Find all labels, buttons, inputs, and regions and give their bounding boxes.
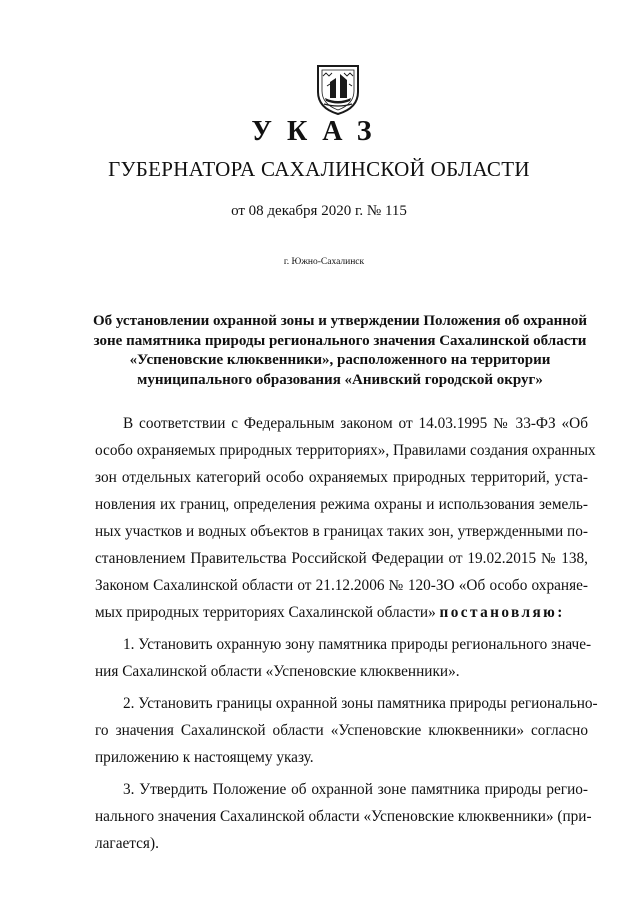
- body-line: ных участков и водных объектов в границах таких зон, утвержденными по-: [95, 523, 588, 540]
- item-2-line: го значения Сахалинской области «Успеновские клюквенники» согласно: [95, 722, 588, 739]
- item-1-line: 1. Установить охранную зону памятника природы регионального значе-: [123, 636, 592, 653]
- item-3-line: 3. Утвердить Положение об охранной зоне памятника природы регио-: [123, 781, 588, 798]
- decree-body: [95, 410, 598, 857]
- decree-heading: [90, 312, 590, 390]
- body-line: новления их границ, определения режима охраны и использования земель-: [95, 496, 588, 513]
- issuer-title: ГУБЕРНАТОРА САХАЛИНСКОЙ ОБЛАСТИ: [108, 157, 530, 181]
- body-line-text: мых природных территориях Сахалинской области»: [95, 604, 436, 621]
- item-1-line: ния Сахалинской области «Успеновские клюквенники».: [95, 663, 460, 680]
- item-2-line: 2. Установить границы охранной зоны памятника природы регионально-: [123, 695, 598, 712]
- body-line: В соответствии с Федеральным законом от 14.03.1995 № 33-ФЗ «Об: [123, 415, 588, 432]
- item-3-line: лагается).: [95, 835, 159, 852]
- coat-of-arms-icon: [314, 60, 362, 116]
- heading-line: Об установлении охранной зоны и утверждении Положения об охранной: [92, 313, 588, 329]
- date-and-number: от 08 декабря 2020 г. № 115: [231, 203, 407, 219]
- decree-word: постановляю:: [439, 604, 565, 621]
- heading-line: «Успеновские клюквенники», расположенного на территории: [129, 352, 551, 368]
- item-2-line: приложению к настоящему указу.: [95, 749, 314, 766]
- document-title: УКАЗ: [251, 116, 387, 147]
- heading-line: зоне памятника природы регионального значения Сахалинской области: [93, 332, 587, 349]
- item-3-line: нального значения Сахалинской области «Успеновские клюквенники» (при-: [95, 808, 592, 825]
- body-line: Законом Сахалинской области от 21.12.2006 № 120-ЗО «Об особо охраняе-: [95, 577, 588, 594]
- body-line: особо охраняемых природных территориях», Правилами создания охранных: [95, 442, 596, 459]
- body-line: зон отдельных категорий особо охраняемых природных территорий, уста-: [95, 469, 588, 486]
- city-name: г. Южно-Сахалинск: [283, 257, 365, 267]
- body-line: становлением Правительства Российской Федерации от 19.02.2015 № 138,: [95, 550, 588, 567]
- body-line-with-decree: [95, 599, 588, 626]
- heading-line: муниципального образования «Анивский городской округ»: [137, 371, 543, 388]
